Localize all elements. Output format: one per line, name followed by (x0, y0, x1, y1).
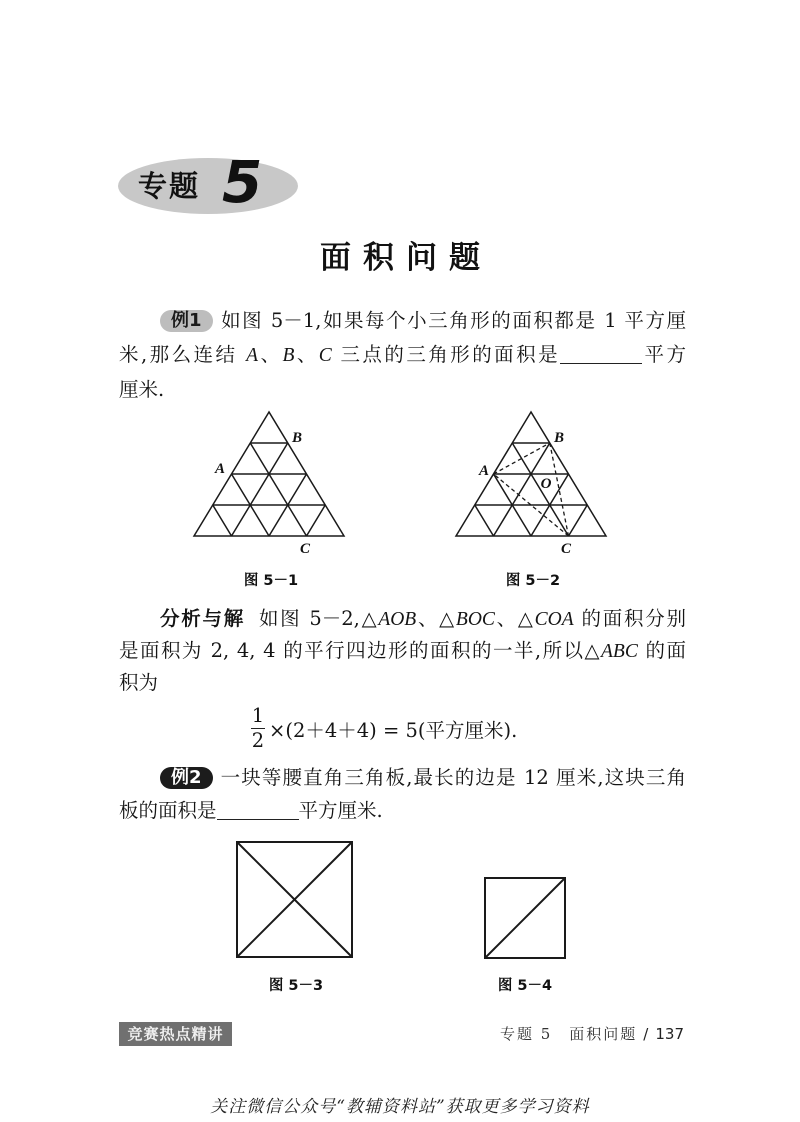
figure-5-2-caption: 图 5－2 (505, 573, 561, 589)
triangle-coa-ref: COA (534, 609, 574, 630)
fraction-numerator: 1 (251, 704, 265, 727)
example-2-text: 一块等腰直角三角板,最长的边是 12 厘米,这块三角 (219, 766, 686, 789)
running-footer (500, 1023, 684, 1045)
point-a-ref: A (246, 345, 259, 366)
figure-5-3-caption: 图 5－3 (268, 978, 324, 994)
point-label-a: A (214, 461, 226, 477)
example-2-line-1 (119, 761, 686, 794)
chapter-badge (118, 148, 298, 216)
analysis-heading: 分析与解 (160, 607, 245, 630)
example-1 (119, 304, 686, 407)
separator: 、 (258, 343, 283, 366)
point-c-ref: C (318, 345, 332, 366)
example-1-text: 平方 (642, 343, 686, 366)
analysis-text: 、△ (416, 607, 456, 630)
example-1-line-3 (119, 373, 686, 407)
watermark-note: 关注微信公众号“教辅资料站”获取更多学习资料 (210, 1097, 590, 1117)
grid-line (213, 505, 232, 536)
analysis-line-3 (119, 667, 686, 698)
example-1-line-1 (119, 304, 686, 338)
diagonal-line (485, 878, 565, 958)
figure-5-4-square-one-diagonal (478, 871, 573, 966)
point-b-ref: B (282, 345, 295, 366)
triangle-aob-ref: AOB (378, 609, 417, 630)
triangle-boc-ref: BOC (455, 609, 495, 630)
page-number: 137 (655, 1025, 684, 1043)
example-2-tag: 例2 (160, 767, 213, 789)
figure-5-2-triangle-grid (442, 405, 622, 560)
grid-line (307, 505, 326, 536)
point-label-o: O (540, 476, 552, 492)
point-label-b: B (553, 430, 565, 446)
fraction-one-half (250, 706, 266, 751)
triangle-abc-ref: ABC (601, 641, 638, 662)
analysis-line-1 (119, 603, 686, 635)
grid-line (569, 505, 588, 536)
example-1-text: 三点的三角形的面积是 (331, 343, 561, 366)
grid-line (232, 443, 288, 536)
running-head: 专题 5 面积问题 (499, 1025, 638, 1043)
chapter-number: 5 (222, 148, 263, 216)
series-label: 竞赛热点精讲 (119, 1022, 232, 1046)
point-label-c: C (560, 541, 572, 557)
formula (250, 706, 517, 751)
page-separator: / (643, 1025, 649, 1043)
analysis-solution (119, 603, 686, 698)
example-1-text: 厘米. (119, 378, 165, 401)
example-2-line-2 (119, 794, 686, 827)
example-2 (119, 761, 686, 827)
analysis-text: 、△ (494, 607, 535, 630)
separator: 、 (294, 343, 319, 366)
chapter-label: 专题 (138, 169, 201, 203)
grid-line (475, 505, 494, 536)
grid-line (250, 443, 306, 536)
figure-5-4-caption: 图 5－4 (497, 978, 553, 994)
example-2-text: 平方厘米. (298, 799, 383, 822)
example-1-line-2 (119, 338, 686, 373)
answer-blank (217, 818, 299, 820)
example-1-text: 如图 5－1,如果每个小三角形的面积都是 1 平方厘 (219, 309, 686, 332)
figure-5-1-triangle-grid (180, 405, 360, 560)
figure-5-1-caption: 图 5－1 (243, 573, 299, 589)
point-label-b: B (291, 430, 303, 446)
analysis-line-2 (119, 635, 686, 667)
example-1-tag: 例1 (160, 310, 213, 332)
analysis-text: 积为 (119, 671, 159, 694)
point-label-a: A (478, 463, 490, 479)
example-2-text: 板的面积是 (119, 799, 217, 822)
analysis-text: 如图 5－2,△ (258, 607, 379, 630)
figure-5-3-square-two-diagonals (230, 835, 360, 965)
analysis-text: 的面积分别 (573, 607, 686, 630)
example-1-text: 米,那么连结 (119, 343, 247, 366)
analysis-text: 的面 (637, 639, 686, 662)
fraction-denominator: 2 (251, 729, 265, 752)
answer-blank (560, 362, 642, 364)
analysis-text: 是面积为 2, 4, 4 的平行四边形的面积的一半,所以△ (119, 639, 601, 662)
formula-expression: ×(2＋4＋4) = 5(平方厘米). (269, 718, 518, 742)
point-label-c: C (299, 541, 311, 557)
page-title: 面积问题 (320, 240, 492, 276)
